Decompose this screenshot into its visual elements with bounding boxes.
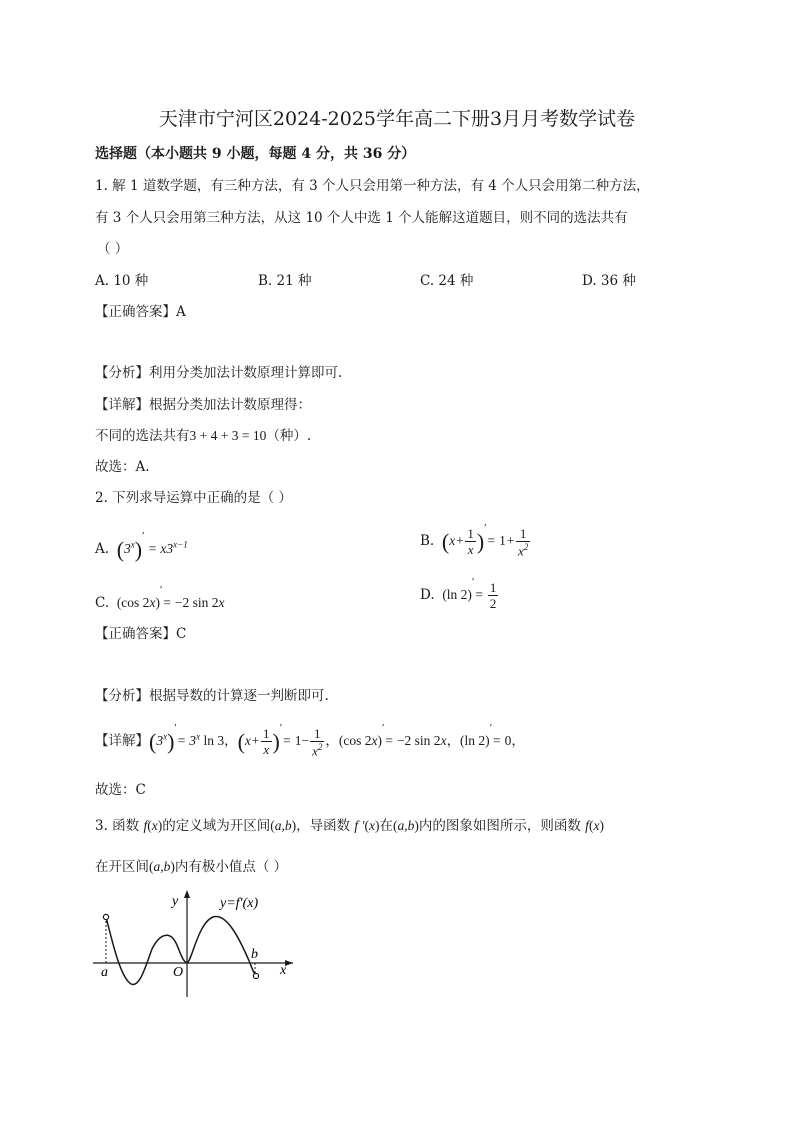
y-axis-label: y (172, 894, 179, 909)
q1-calc-prefix: 不同的选法共有 (95, 428, 190, 444)
q1-calc (95, 424, 311, 444)
formula-c: (cos 2x)′= −2 sin 2x (116, 584, 225, 610)
q1-line2: 有 3 个人只会用第三种方法，从这 10 个人中选 1 个人能解这道题目，则不同的选法共有 (95, 210, 628, 226)
q1-option-d: D. 36 种 (582, 273, 636, 289)
q3-stem-line1 (95, 814, 604, 834)
a-label: a (101, 965, 108, 980)
interval-ab-2: (a,b) (393, 818, 419, 833)
page-title: 天津市宁河区2024-2025学年高二下册3月月考数学试卷 (158, 108, 636, 130)
derivative-graph (88, 885, 303, 1000)
x-axis-label: x (280, 963, 287, 978)
q2-choose: 故选：C (95, 782, 146, 798)
fprime-x: f ′(x) (354, 818, 380, 833)
q2-detail-label: 【详解】 (95, 733, 149, 749)
q2-option-d (420, 576, 499, 610)
q2-label-b: B. (420, 533, 435, 549)
interval-ab-3: (a,b) (149, 859, 175, 874)
q2-option-c (95, 584, 224, 611)
q1-calc-suffix: （种）. (266, 428, 312, 444)
q1-line1: 1. 解 1 道数学题，有三种方法，有 3 个人只会用第一种方法，有 4 个人只会用第二种方法， (95, 178, 650, 194)
section-heading: 选择题（本小题共 9 小题，每题 4 分，共 36 分） (95, 146, 416, 162)
open-endpoint-a (103, 914, 108, 919)
q3-text-e: 内的图象如图所示，则函数 (418, 818, 581, 834)
interval-ab-1: (a,b) (270, 818, 297, 833)
q1-paren: （ ） (97, 241, 129, 257)
q3-text-g: 内有极小值点（ ） (174, 859, 288, 875)
formula-b: (x+ $\frac{1}{x}$ )′= 1+ $\frac{1}{x^2}$ (441, 522, 529, 559)
q1-calc-expr: 3 + 4 + 3 = 10 (189, 428, 267, 443)
q1-analysis: 【分析】利用分类加法计数原理计算即可. (95, 365, 343, 381)
q1-option-a: A. 10 种 (95, 273, 149, 289)
q2-option-a (95, 530, 188, 563)
formula-a: $(3^x)' = x3^{x-1}$ (116, 530, 188, 562)
q2-label-c: C. (95, 595, 110, 611)
q2-option-b (420, 522, 531, 557)
origin-label: O (173, 965, 184, 980)
q1-option-c: C. 24 种 (420, 273, 474, 289)
open-endpoint-b (253, 973, 258, 978)
formula-d: (ln 2)′= $\frac{1}{2}$ (442, 576, 497, 612)
q1-option-b: B. 21 种 (258, 273, 312, 289)
q3-stem-line2 (95, 855, 287, 875)
q2-detail (95, 722, 525, 757)
q3-text-f: 在开区间 (95, 859, 149, 875)
y-axis-arrow-icon (184, 890, 190, 898)
q1-detail: 【详解】根据分类加法计数原理得： (95, 397, 311, 413)
q2-answer: 【正确答案】C (95, 626, 187, 642)
q2-analysis: 【分析】根据导数的计算逐一判断即可. (95, 688, 329, 704)
q3-text-d: 在 (379, 818, 393, 834)
b-label: b (251, 947, 258, 962)
q2-label-d: D. (420, 587, 435, 603)
fx-1: f(x) (143, 818, 163, 833)
detail-formulas: $(3^x)'= 3^x$ ln 3，(x+ $\frac{1}{x}$ )′= 1− $\frac{1}{x^2}$ ，(cos 2x)′= −2 sin 2x，(ln 2)′= 0， (149, 722, 525, 759)
q2-stem: 2. 下列求导运算中正确的是（ ） (95, 490, 292, 506)
q2-label-a: A. (95, 541, 110, 557)
q1-choose: 故选：A. (95, 459, 150, 475)
curve-label: y=f′(x) (220, 896, 259, 911)
fx-2: f(x) (585, 818, 604, 833)
q3-text-c: ，导函数 (296, 818, 351, 834)
q3-text-a: 3. 函数 (95, 818, 140, 834)
q1-answer: 【正确答案】A (95, 304, 186, 320)
q3-text-b: 的定义域为开区间 (162, 818, 271, 834)
